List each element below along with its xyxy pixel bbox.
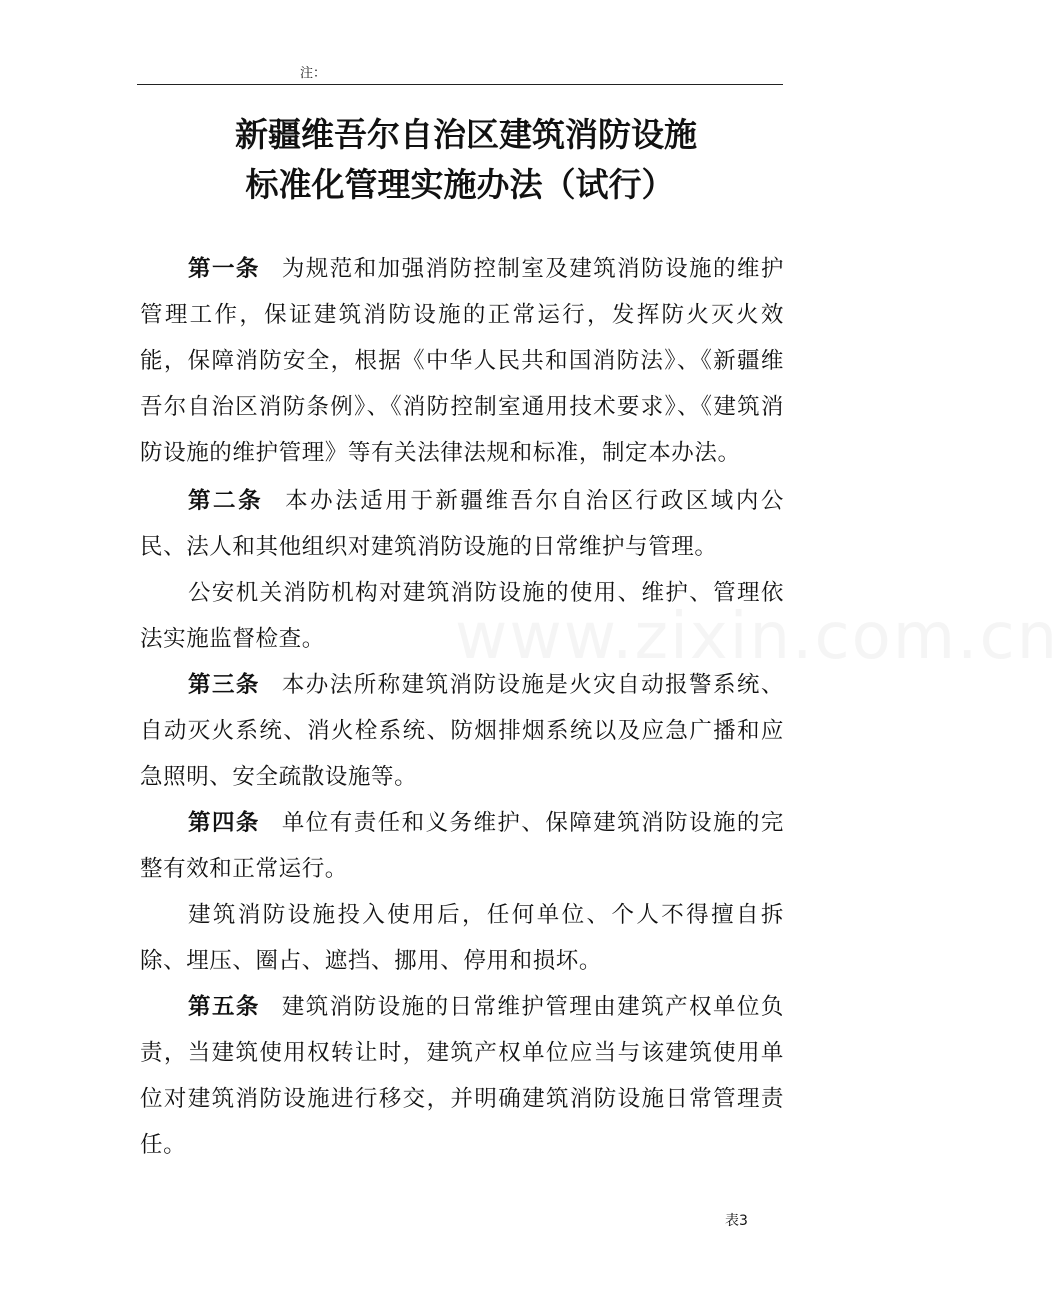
article-2-paragraph-2 xyxy=(140,570,784,662)
title-line-1: 新疆维吾尔自治区建筑消防设施 xyxy=(235,115,697,154)
article-2 xyxy=(140,478,784,570)
article-4 xyxy=(140,800,784,892)
watermark: www.zixin.com.cn xyxy=(455,600,1059,674)
article-3 xyxy=(140,662,784,800)
article-4-paragraph-2 xyxy=(140,892,784,984)
article-text: 本办法所称建筑消防设施是火灾自动报警系统、自动灭火系统、消火栓系统、防烟排烟系统以及应急广播和应急照明、安全疏散设施等。 xyxy=(140,672,784,790)
article-heading: 第二条 xyxy=(188,488,264,514)
article-heading: 第三条 xyxy=(188,672,260,698)
article-text: 公安机关消防机构对建筑消防设施的使用、维护、管理依法实施监督检查。 xyxy=(140,580,784,652)
header-note: 注： xyxy=(300,66,327,81)
document-body xyxy=(140,246,784,1168)
article-heading: 第四条 xyxy=(188,810,260,836)
article-text: 建筑消防设施的日常维护管理由建筑产权单位负责，当建筑使用权转让时，建筑产权单位应当与该建筑使用单位对建筑消防设施进行移交，并明确建筑消防设施日常管理责任。 xyxy=(140,994,784,1158)
article-text: 本办法适用于新疆维吾尔自治区行政区域内公民、法人和其他组织对建筑消防设施的日常维护与管理。 xyxy=(140,488,784,560)
article-5 xyxy=(140,984,784,1168)
article-1 xyxy=(140,246,784,476)
document-title xyxy=(0,110,920,210)
title-line-2: 标准化管理实施办法（试行） xyxy=(245,165,675,204)
article-text: 单位有责任和义务维护、保障建筑消防设施的完整有效和正常运行。 xyxy=(140,810,784,882)
footer-label: 表3 xyxy=(725,1213,748,1229)
article-heading: 第五条 xyxy=(188,994,260,1020)
header-rule xyxy=(137,84,783,85)
article-heading: 第一条 xyxy=(188,256,260,282)
article-text: 为规范和加强消防控制室及建筑消防设施的维护管理工作，保证建筑消防设施的正常运行，发挥防火灭火效能，保障消防安全，根据《中华人民共和国消防法》、《新疆维吾尔自治区消防条例》、《消防控制室通用技术要求》、《建筑消防设施的维护管理》等有关法律法规和标准，制定本办法。 xyxy=(140,256,784,466)
article-text: 建筑消防设施投入使用后，任何单位、个人不得擅自拆除、埋压、圈占、遮挡、挪用、停用和损坏。 xyxy=(140,902,784,974)
